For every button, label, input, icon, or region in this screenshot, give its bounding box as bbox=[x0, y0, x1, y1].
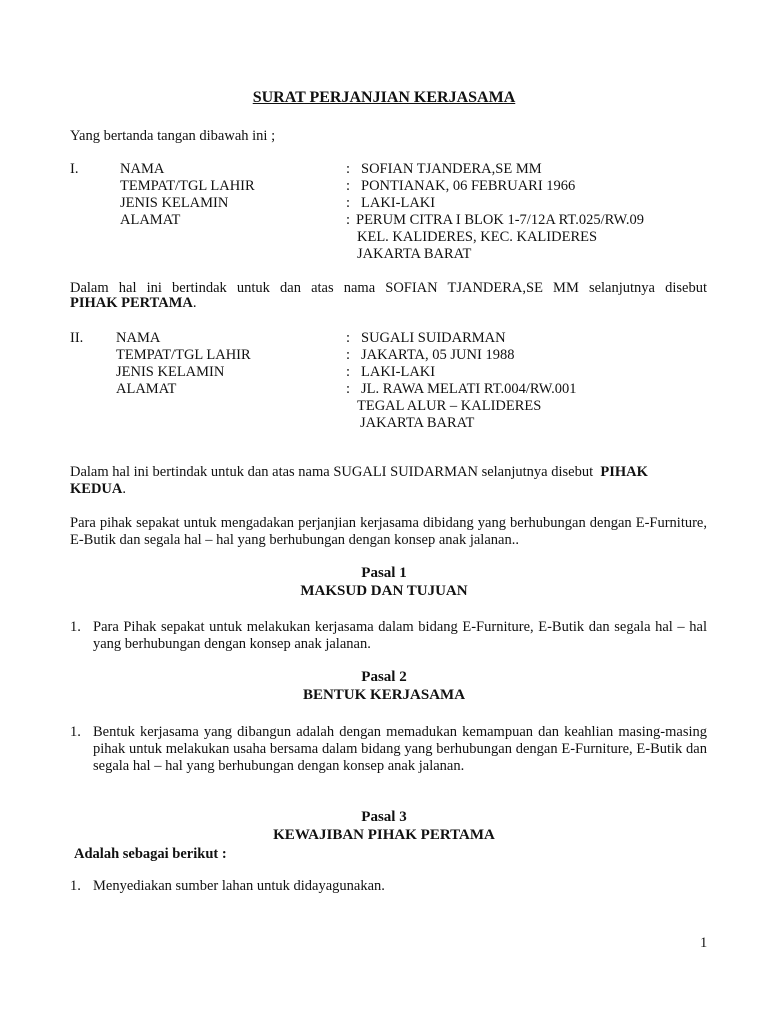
party-1-gender-sep: : bbox=[346, 195, 351, 211]
party-1-designation: PIHAK PERTAMA bbox=[70, 295, 193, 311]
agreement-paragraph: Para pihak sepakat untuk mengadakan perjanjian kerjasama dibidang yang berhubungan dengan E-Furniture, E-Butik dan segala hal – hal yang berhubungan dengan konsep anak jalanan.. bbox=[70, 515, 707, 548]
party-1-gender-value: LAKI-LAKI bbox=[361, 195, 436, 211]
party-1-name-value: SOFIAN TJANDERA,SE MM bbox=[361, 161, 542, 177]
party-2-birth-sep: : bbox=[346, 347, 351, 363]
pasal-2-item-1-num: 1. bbox=[70, 724, 81, 740]
party-2-address-label: ALAMAT bbox=[116, 381, 177, 397]
party-2-gender-label: JENIS KELAMIN bbox=[116, 364, 225, 380]
party-2-name-label: NAMA bbox=[116, 330, 161, 346]
party-2-designation: KEDUA bbox=[70, 481, 123, 497]
party-1-birth-sep: : bbox=[346, 178, 351, 194]
party-2-gender-value: LAKI-LAKI bbox=[361, 364, 436, 380]
party-2-name-value: SUGALI SUIDARMAN bbox=[361, 330, 506, 346]
party-1-roman: I. bbox=[70, 161, 79, 177]
party-2-address-value: JL. RAWA MELATI RT.004/RW.001 bbox=[361, 381, 577, 397]
pasal-1-number: Pasal 1 bbox=[361, 565, 407, 581]
party-1-address-line-3: JAKARTA BARAT bbox=[357, 246, 472, 262]
party-1-statement: Dalam hal ini bertindak untuk dan atas nama SOFIAN TJANDERA,SE MM selanjutnya disebut bbox=[70, 280, 707, 296]
pasal-1-heading: MAKSUD DAN TUJUAN bbox=[300, 583, 468, 599]
pasal-2-number: Pasal 2 bbox=[361, 669, 407, 685]
party-1-designation-line: PIHAK PERTAMA. bbox=[70, 295, 197, 311]
party-2-birth-value: JAKARTA, 05 JUNI 1988 bbox=[361, 347, 515, 363]
party-1-address-line-2: KEL. KALIDERES, KEC. KALIDERES bbox=[357, 229, 598, 245]
party-1-birth-value: PONTIANAK, 06 FEBRUARI 1966 bbox=[361, 178, 576, 194]
party-2-statement: Dalam hal ini bertindak untuk dan atas nama SUGALI SUIDARMAN selanjutnya disebut PIHAK bbox=[70, 464, 648, 480]
party-1-name-sep: : bbox=[346, 161, 351, 177]
party-2-address-sep: : bbox=[346, 381, 351, 397]
party-2-gender-sep: : bbox=[346, 364, 351, 380]
party-1-gender-label: JENIS KELAMIN bbox=[120, 195, 229, 211]
pasal-3-item-1-num: 1. bbox=[70, 878, 81, 894]
party-2-designation-part: PIHAK bbox=[600, 464, 648, 480]
pasal-3-item-1-text: Menyediakan sumber lahan untuk didayagunakan. bbox=[93, 878, 385, 894]
party-1-address-label: ALAMAT bbox=[120, 212, 181, 228]
pasal-3-subheading: Adalah sebagai berikut : bbox=[74, 846, 227, 862]
page-number: 1 bbox=[700, 935, 708, 951]
pasal-1-item-1-text: Para Pihak sepakat untuk melakukan kerjasama dalam bidang E-Furniture, E-Butik dan segala hal – hal yang berhubungan dengan konsep anak jalanan. bbox=[93, 619, 707, 652]
pasal-3-number: Pasal 3 bbox=[361, 809, 407, 825]
party-1-birth-label: TEMPAT/TGL LAHIR bbox=[120, 178, 255, 194]
pasal-1-item-1-num: 1. bbox=[70, 619, 81, 635]
party-2-designation-line: KEDUA. bbox=[70, 481, 126, 497]
party-2-address-line-3: JAKARTA BARAT bbox=[360, 415, 475, 431]
party-1-name-label: NAMA bbox=[120, 161, 165, 177]
party-1-address-sep: : bbox=[346, 212, 351, 228]
party-2-address-line-2: TEGAL ALUR – KALIDERES bbox=[357, 398, 542, 414]
party-2-birth-label: TEMPAT/TGL LAHIR bbox=[116, 347, 251, 363]
pasal-2-item-1-text: Bentuk kerjasama yang dibangun adalah dengan memadukan kemampuan dan keahlian masing-masing pihak untuk melakukan usaha bersama dalam bidang yang berhubungan dengan E-Furniture, E-Butik dan segala hal – hal yang berhubungan dengan konsep anak jalanan. bbox=[93, 724, 707, 774]
party-2-name-sep: : bbox=[346, 330, 351, 346]
party-2-roman: II. bbox=[70, 330, 84, 346]
pasal-3-heading: KEWAJIBAN PIHAK PERTAMA bbox=[273, 827, 495, 843]
intro-text: Yang bertanda tangan dibawah ini ; bbox=[70, 128, 276, 144]
party-1-address-value: PERUM CITRA I BLOK 1-7/12A RT.025/RW.09 bbox=[356, 212, 644, 228]
pasal-2-heading: BENTUK KERJASAMA bbox=[302, 687, 466, 703]
document-title: SURAT PERJANJIAN KERJASAMA bbox=[252, 89, 516, 106]
